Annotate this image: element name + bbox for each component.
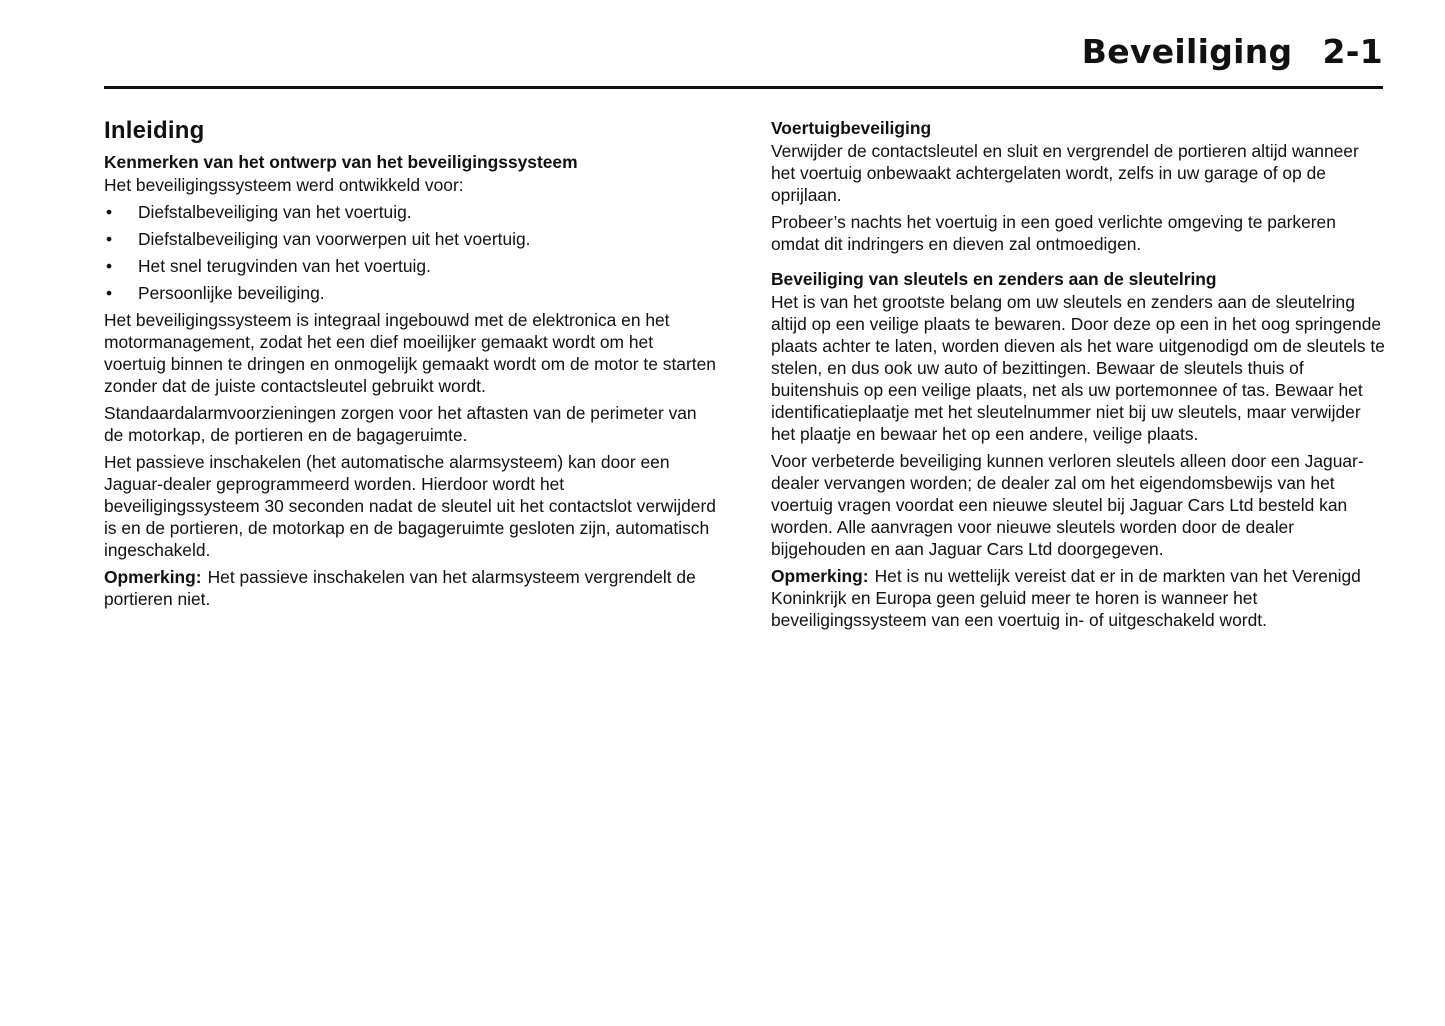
list-item: [104, 228, 719, 250]
subheading-vehicle-security: Voertuigbeveiliging: [771, 118, 932, 138]
subheading-key-security: Beveiliging van sleutels en zenders aan de sleutelring: [771, 269, 1217, 289]
body-paragraph: Het passieve inschakelen (het automatische alarmsysteem) kan door een Jaguar-dealer geprogrammeerd worden. Hierdoor wordt het beveiligingssysteem 30 seconden nadat de sleutel uit het contactslot verwijderd is en de portieren, de motorkap en de bagageruimte gesloten zijn, automatisch ingeschakeld.: [104, 452, 716, 560]
note-text: Het is nu wettelijk vereist dat er in de markten van het Verenigd Koninkrijk en Europa geen geluid meer te horen is wanneer het beveiligingssysteem van een voertuig in- of uitgeschakeld wordt.: [771, 566, 1361, 630]
bullet-icon: •: [106, 229, 113, 249]
list-item-text: Diefstalbeveiliging van voorwerpen uit het voertuig.: [138, 229, 531, 249]
body-paragraph: Het is van het grootste belang om uw sleutels en zenders aan de sleutelring altijd op een veilige plaats te bewaren. Door deze op een in het oog springende plaats achter te laten, worden dieven als het ware uitgenodigd om de sleutels te stelen, en dus ook uw auto of bezittingen. Bewaar de sleutels thuis of buitenshuis op een veilige plaats, net als uw portemonnee of tas. Bewaar het identificatieplaatje met het sleutelnummer niet bij uw sleutels, maar verwijder het plaatje en bewaar het op een andere, veilige plaats.: [771, 292, 1385, 444]
list-item: [104, 201, 719, 223]
note-paragraph: [771, 565, 1386, 631]
page-header: [104, 30, 1383, 89]
chapter-title: Beveiliging: [1081, 32, 1293, 71]
body-paragraph: Probeer’s nachts het voertuig in een goed verlichte omgeving te parkeren omdat dit indringers en dieven zal ontmoedigen.: [771, 212, 1336, 254]
intro-paragraph: Het beveiligingssysteem werd ontwikkeld voor:: [104, 175, 464, 195]
note-label: Opmerking:: [104, 567, 202, 587]
section-title: Inleiding: [104, 117, 205, 144]
left-column: [104, 116, 719, 615]
bullet-icon: •: [106, 256, 113, 276]
body-paragraph: Verwijder de contactsleutel en sluit en vergrendel de portieren altijd wanneer het voertuig onbewaakt achtergelaten wordt, zelfs in uw garage of op de oprijlaan.: [771, 141, 1359, 205]
note-label: Opmerking:: [771, 566, 869, 586]
bullet-icon: •: [106, 202, 113, 222]
list-item: [104, 255, 719, 277]
note-text: Het passieve inschakelen van het alarmsysteem vergrendelt de portieren niet.: [104, 567, 696, 609]
note-paragraph: [104, 566, 719, 610]
header-title: [1082, 32, 1383, 71]
page-number: 2-1: [1322, 32, 1383, 71]
subheading: Kenmerken van het ontwerp van het beveiligingssysteem: [104, 152, 578, 172]
list-item-text: Het snel terugvinden van het voertuig.: [138, 256, 431, 276]
right-column: [771, 116, 1386, 636]
body-paragraph: Voor verbeterde beveiliging kunnen verloren sleutels alleen door een Jaguar-dealer vervangen worden; de dealer zal om het eigendomsbewijs van het voertuig vragen voordat een nieuwe sleutel bij Jaguar Cars Ltd besteld kan worden. Alle aanvragen voor nieuwe sleutels worden door de dealer bijgehouden en aan Jaguar Cars Ltd doorgegeven.: [771, 451, 1364, 559]
body-paragraph: Het beveiligingssysteem is integraal ingebouwd met de elektronica en het motormanagement, zodat het een dief moeilijker gemaakt wordt om het voertuig binnen te dringen en onmogelijk gemaakt wordt om de motor te starten zonder dat de juiste contactsleutel gebruikt wordt.: [104, 310, 716, 396]
list-item-text: Diefstalbeveiliging van het voertuig.: [138, 202, 412, 222]
list-item: [104, 282, 719, 304]
bullet-icon: •: [106, 283, 113, 303]
feature-list: [104, 201, 719, 304]
list-item-text: Persoonlijke beveiliging.: [138, 283, 325, 303]
body-paragraph: Standaardalarmvoorzieningen zorgen voor het aftasten van de perimeter van de motorkap, de portieren en de bagageruimte.: [104, 403, 697, 445]
